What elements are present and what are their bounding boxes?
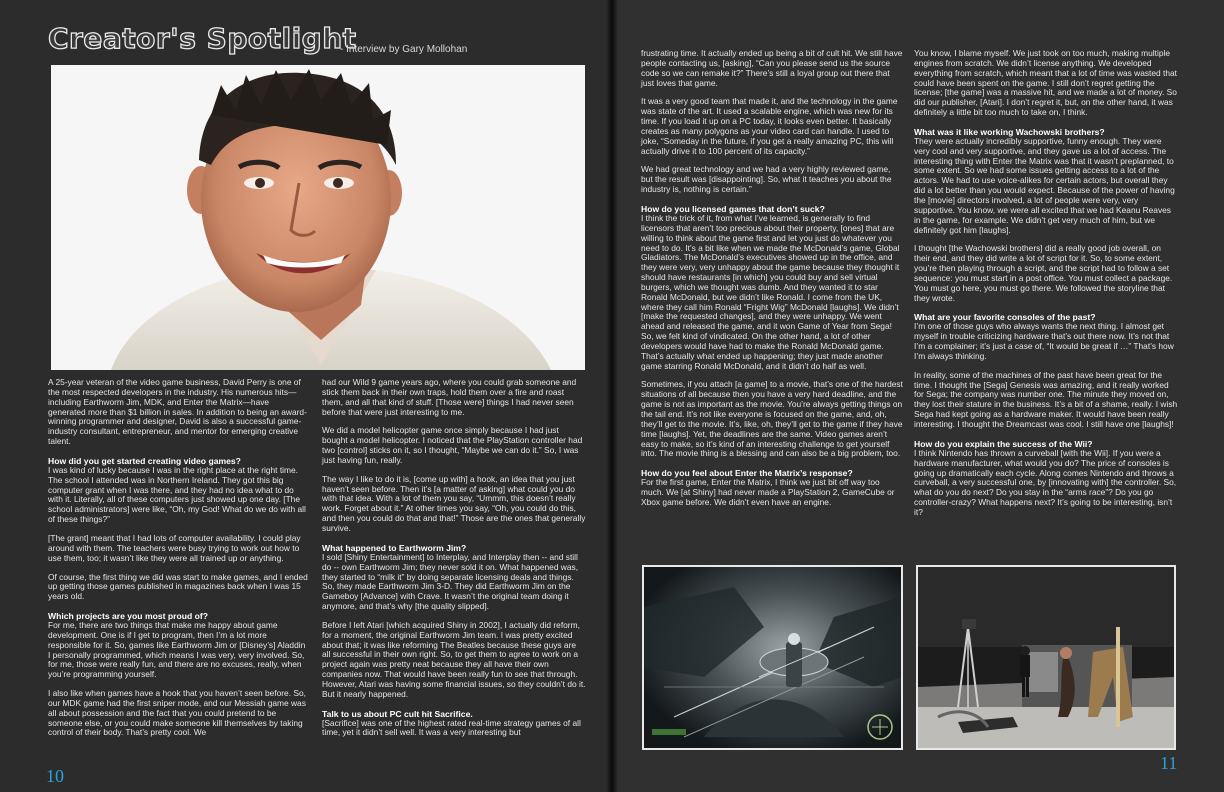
answer-paragraph: I think the trick of it, from what I’ve learned, is generally to find licensors that aren’t too precious about their property, [ones] that are willing to think about the game first and let you just do whatever you need to do. It’s a bit like when we made the McDonald’s game, Global Gladiators. The McDonald’s executives showed up in the office, and they were very, very unhappy about the game because they thought it should have restaurants [in which] you could buy and sell virtual burgers, which we thought was dumb. And they wanted it to star Ronald McDonald, but we didn’t like Ronald. I come from the UK, where they call him Ronald “Fright Wig” McDonald [laughs]. We didn’t [make the requested changes], and they were unhappy. We went ahead and released the game, and it won Game of Year from Sega! So, we felt kind of vindicated. On the other hand, a lot of other developers would have had to make the Ronald McDonald game. That’s actually what ended up happening; they just made another game starring Ronald McDonald, and it didn’t do half as well.	[641, 212, 900, 371]
column-2	[322, 378, 586, 747]
answer-paragraph: In reality, some of the machines of the past have been great for the time. I thought the [Sega] Genesis was amazing, and it really worked for Sega; the company was number one. The minute they moved on, they lost their stature in the business. It’s a bit of a shame, really. I wish Sega had kept going as a hardware maker. It would have been really interesting. I thought the Dreamcast was cool. I still have one [laughs]!	[914, 369, 1178, 429]
answer-paragraph: Of course, the first thing we did was start to make games, and I ended up getting those games published in magazines back when I was 15 years old.	[48, 571, 308, 602]
answer-paragraph: I was kind of lucky because I was in the right place at the right time. The school I attended was in Northern Ireland. They got this big computer grant when I was there, and they had no idea what to do with it. Literally, all of these computers just showed up one day. [The school administrators] were like, “Oh, my God! What do we do with all of these things?”	[48, 464, 306, 525]
portrait-illustration	[51, 65, 585, 370]
answer-paragraph: They were actually incredibly supportive, funny enough. They were very cool and very supportive, and they gave us a lot of access. The interesting thing with Enter the Matrix was that it wasn’t preplanned, to some extent. So we had some issues getting access to a lot of the actors. We had to use voice-alikes for certain actors, but overall they did a lot better than you would expect. Because of the power of having the [movie] directors involved, a lot of people were very, very supportive. You know, we were all excited that we had Keanu Reaves in the game, for example. We didn’t get very much of him, but we definitely got him [laughs].	[914, 135, 1175, 235]
question-heading: How do you feel about Enter the Matrix’s response?	[641, 468, 853, 479]
answer-paragraph: I thought [the Wachowski brothers] did a really good job overall, on their end, and they did write a lot of script for it. So, to some extent, you’re then playing through a script, and the script had to follow a set sequence: you must start in a post office. You must collect a package. You must go here, you must go there. We followed the storyline that they wrote.	[914, 243, 1173, 303]
answer-paragraph: For me, there are two things that make me happy about game development. One is if I get to program, then I’m a lot more responsible for it. So, games like Earthworm Jim or [Disney’s] Aladdin I personally programmed, which means I was very, very involved. So, for me, those were really fun, and there are no excuses, really, when you’re programming yourself.	[48, 620, 306, 680]
question-heading: How do you explain the success of the Wii?	[914, 438, 1093, 449]
column-3	[641, 49, 903, 517]
question-heading: What happened to Earthworm Jim?	[322, 542, 467, 553]
page-number-left: 10	[46, 766, 64, 786]
right-page	[612, 0, 1224, 792]
answer-paragraph: We had great technology and we had a very highly reviewed game, but the result was [disappointing]. So, what it teaches you about the industry is, nothing is certain.”	[641, 164, 892, 195]
answer-paragraph: It was a very good team that made it, and the technology in the game was state of the art. It used a scalable engine, which was new for its time. If you load it up on a PC today, it looks even better. It basically creates as many polygons as your video card can handle. I used to joke, “Someday in the future, if you get a really amazing PC, this will actually drive it to 100 percent of its capacity.”	[641, 96, 898, 156]
question-heading: What was it like working Wachowski brothers?	[914, 126, 1105, 137]
behind-the-scenes-photo	[916, 565, 1176, 750]
answer-paragraph: I’m one of those guys who always wants the next thing. I almost get myself in trouble criticizing hardware that’s out there now. It’s not that I’m a complainer; it’s just a case of, “It would be great if …” That’s how I’m always thinking.	[914, 321, 1174, 361]
game-screenshot	[642, 565, 903, 750]
answer-paragraph: I also like when games have a hook that you haven’t seen before. So, our MDK game had the first sniper mode, and our Messiah game was all about possession and the fact that you could pretend to be someone else, or you could make someone kill themselves by taking control of their body. That’s pretty cool. We	[48, 688, 306, 738]
answer-paragraph: Sometimes, if you attach [a game] to a movie, that’s one of the hardest situations of all because then you have a very hard deadline, and the game is not as important as the movie. You’re always getting things on the tail end. It’s not like everyone is focused on the game, and, oh, they’ll get to the movie. It’s, like, oh, they’ll get to the game if they have time [laughs]. Yet, the deadlines are the same. Video games aren’t easy to make, so it’s kind of an interesting challenge to get yourself into. The movie thing is a blessing and can also be a big problem, too.	[641, 379, 903, 459]
answer-paragraph: Before I left Atari [which acquired Shiny in 2002], I actually did reform, for a moment, the original Earthworm Jim team. I was pretty excited about that; it was like reforming The Beatles because these guys are all successful in their own right. So, to get them to agree to work on a project again was pretty neat because they all have their own companies now. That would have been really fun to see that through. However, Atari was having some financial issues, so they couldn’t do it. But it nearly happened.	[322, 619, 586, 699]
answer-paragraph: For the first game, Enter the Matrix, I think we just bit off way too much. We [at Shiny] had never made a PlayStation 2, GameCube or Xbox game before. We didn’t even have an engine.	[641, 477, 895, 507]
answer-paragraph: I think Nintendo has thrown a curveball [with the Wii]. If you were a hardware manufacturer, what would you do? The price of consoles is going up dramatically each cycle. Along comes Nintendo and throws a curveball, a very successful one, by [innovating with] the controller. So, what do you do next? Do you stay in the “arms race”? Do you go controller-crazy? What happens next? It’s going to be interesting, isn’t it?	[914, 447, 1177, 517]
column-4	[914, 49, 1178, 527]
answer-paragraph: [The grant] meant that I had lots of computer availability. I could play around with them. The teachers were busy trying to work out how to use them, too; it wasn’t like they were all trained up or anything.	[48, 532, 301, 563]
question-heading: How do you licensed games that don’t suck?	[641, 203, 825, 214]
question-heading: How did you get started creating video games?	[48, 455, 241, 466]
column-1	[48, 378, 308, 747]
spotlight-title: Creator's Spotlight	[48, 22, 357, 55]
page-number-right: 11	[1160, 753, 1178, 773]
question-heading: Talk to us about PC cult hit Sacrifice.	[322, 708, 473, 719]
answer-paragraph: You know, I blame myself. We just took on too much, making multiple engines from scratch. We didn’t license anything. We developed everything from scratch, which meant that a lot of time was wasted that could have been spent on the game. I still don’t regret getting the license; [the game] was a massive hit, and we made a lot of money. So did our publisher, [Atari]. I don’t regret it, but, on the other hand, it was definitely a little bit too much to take on, I think.	[914, 48, 1177, 118]
intro-paragraph: A 25-year veteran of the video game business, David Perry is one of the most respected developers in the industry. His numerous hits—including Earthworm Jim, MDK, and Enter the Matrix—have generated more than $1 billion in sales. In addition to being an award-winning programmer and designer, David is also a successful game-industry consultant, entrepreneur, and mentor for emerging creative talent.	[48, 377, 307, 447]
answer-paragraph: frustrating time. It actually ended up being a bit of cult hit. We still have people contacting us, [asking], “Can you please send us the source code so we can remake it?” There’s still a loyal group out there that just loves that game.	[641, 48, 903, 88]
answer-paragraph: We did a model helicopter game once simply because I had just bought a model helicopter. I noticed that the PlayStation controller had two [control] sticks on it, so I thought, “Maybe we can do it.” So, I was just having fun, really.	[322, 425, 583, 465]
answer-paragraph: I sold [Shiny Entertainment] to Interplay, and Interplay then -- and still do -- own Earthworm Jim; they never sold it on. What happened was, they started to “milk it” by doing separate licensing deals and things. So, they made Earthworm Jim 3-D. They did Earthworm Jim on the Gameboy [Advance] with Crave. It wasn’t the original team doing it anymore, and that’s why [the quality slipped].	[322, 551, 579, 612]
question-heading: Which projects are you most proud of?	[48, 611, 208, 622]
spine-gutter	[606, 0, 618, 792]
answer-paragraph: [Sacrifice] was one of the highest rated real-time strategy games of all time, yet it didn’t sell well. It was a very interesting but	[322, 717, 581, 738]
portrait-photo	[51, 65, 585, 370]
answer-paragraph: The way I like to do it is, [come up with] a hook, an idea that you just haven’t seen before. Then it’s [a matter of asking] what could you do with that idea. With a lot of them you say, “Ummm, this doesn’t really work. Forget about it.” At other times you say, “Oh, you could do this, and then you could do that and that!” Those are the ones that generally survive.	[322, 473, 586, 533]
question-heading: What are your favorite consoles of the past?	[914, 312, 1096, 323]
answer-paragraph: had our Wild 9 game years ago, where you could grab someone and stick them back in their own traps, hold them over a fire and roast them, and all that kind of stuff. [Those were] things I had never seen before that were just interesting to me.	[322, 377, 577, 417]
byline: - Interview by Gary Mollohan	[340, 44, 468, 55]
film-set-illustration	[918, 567, 1174, 748]
game-scene-illustration	[644, 567, 901, 748]
